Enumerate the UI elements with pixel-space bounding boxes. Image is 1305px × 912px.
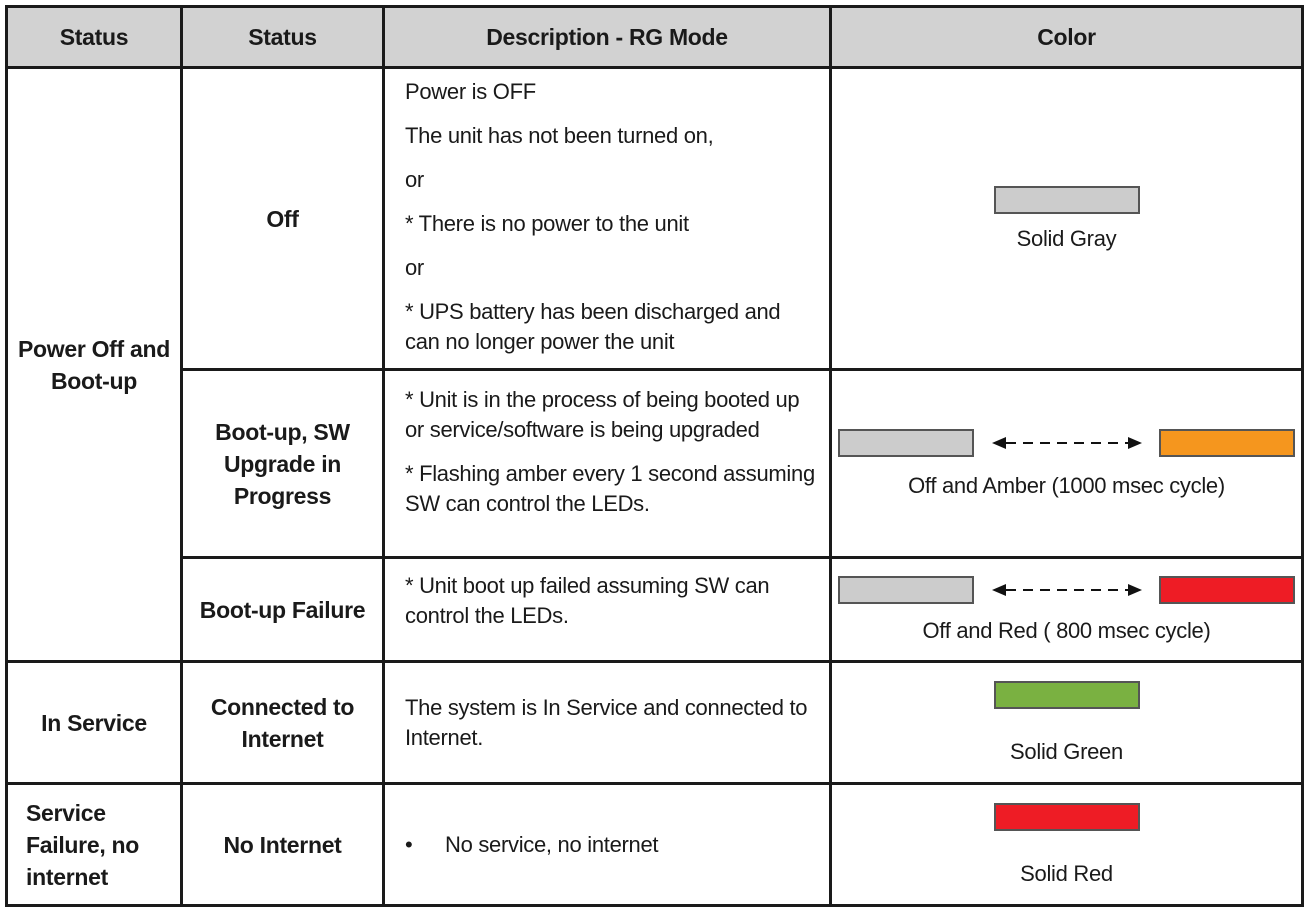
status-connected: Connected to Internet <box>182 662 384 784</box>
table-row <box>7 68 1303 370</box>
table-row <box>7 662 1303 784</box>
double-arrow-icon <box>974 433 1159 453</box>
led-swatch-red <box>1159 576 1295 604</box>
header-description: Description - RG Mode <box>384 7 831 68</box>
header-color: Color <box>831 7 1303 68</box>
table-row <box>7 784 1303 906</box>
group-in-service: In Service <box>7 662 182 784</box>
led-swatch-green <box>994 681 1140 709</box>
group-service-failure: Service Failure, no internet <box>7 784 182 906</box>
description-off: Power is OFF The unit has not been turned on, or * There is no power to the unit or * UPS battery has been discharged and can no longer power the unit <box>384 68 831 370</box>
led-swatch-gray <box>838 576 974 604</box>
color-off: Solid Gray <box>831 68 1303 370</box>
color-boot-up-failure: Off and Red ( 800 msec cycle) <box>831 558 1303 662</box>
led-swatch-amber <box>1159 429 1295 457</box>
description-connected: The system is In Service and connected to Internet. <box>384 662 831 784</box>
header-status-group: Status <box>7 7 182 68</box>
bullet-icon: • <box>405 831 413 857</box>
double-arrow-icon <box>974 580 1159 600</box>
status-boot-up: Boot-up, SW Upgrade in Progress <box>182 370 384 558</box>
status-off: Off <box>182 68 384 370</box>
header-row <box>7 7 1303 68</box>
description-boot-up: * Unit is in the process of being booted up or service/software is being upgraded * Flashing amber every 1 second assuming SW can control the LEDs. <box>384 370 831 558</box>
color-no-internet: Solid Red <box>831 784 1303 906</box>
description-boot-up-failure: * Unit boot up failed assuming SW can control the LEDs. <box>384 558 831 662</box>
status-boot-up-failure: Boot-up Failure <box>182 558 384 662</box>
led-swatch-gray <box>838 429 974 457</box>
color-boot-up: Off and Amber (1000 msec cycle) <box>831 370 1303 558</box>
table-row <box>7 370 1303 558</box>
group-power-off-boot-up: Power Off and Boot-up <box>7 68 182 662</box>
led-status-table <box>5 5 1304 907</box>
table-row <box>7 558 1303 662</box>
led-swatch-gray <box>994 186 1140 214</box>
description-no-internet: • No service, no internet <box>384 784 831 906</box>
status-no-internet: No Internet <box>182 784 384 906</box>
led-swatch-red <box>994 803 1140 831</box>
header-status: Status <box>182 7 384 68</box>
color-connected: Solid Green <box>831 662 1303 784</box>
